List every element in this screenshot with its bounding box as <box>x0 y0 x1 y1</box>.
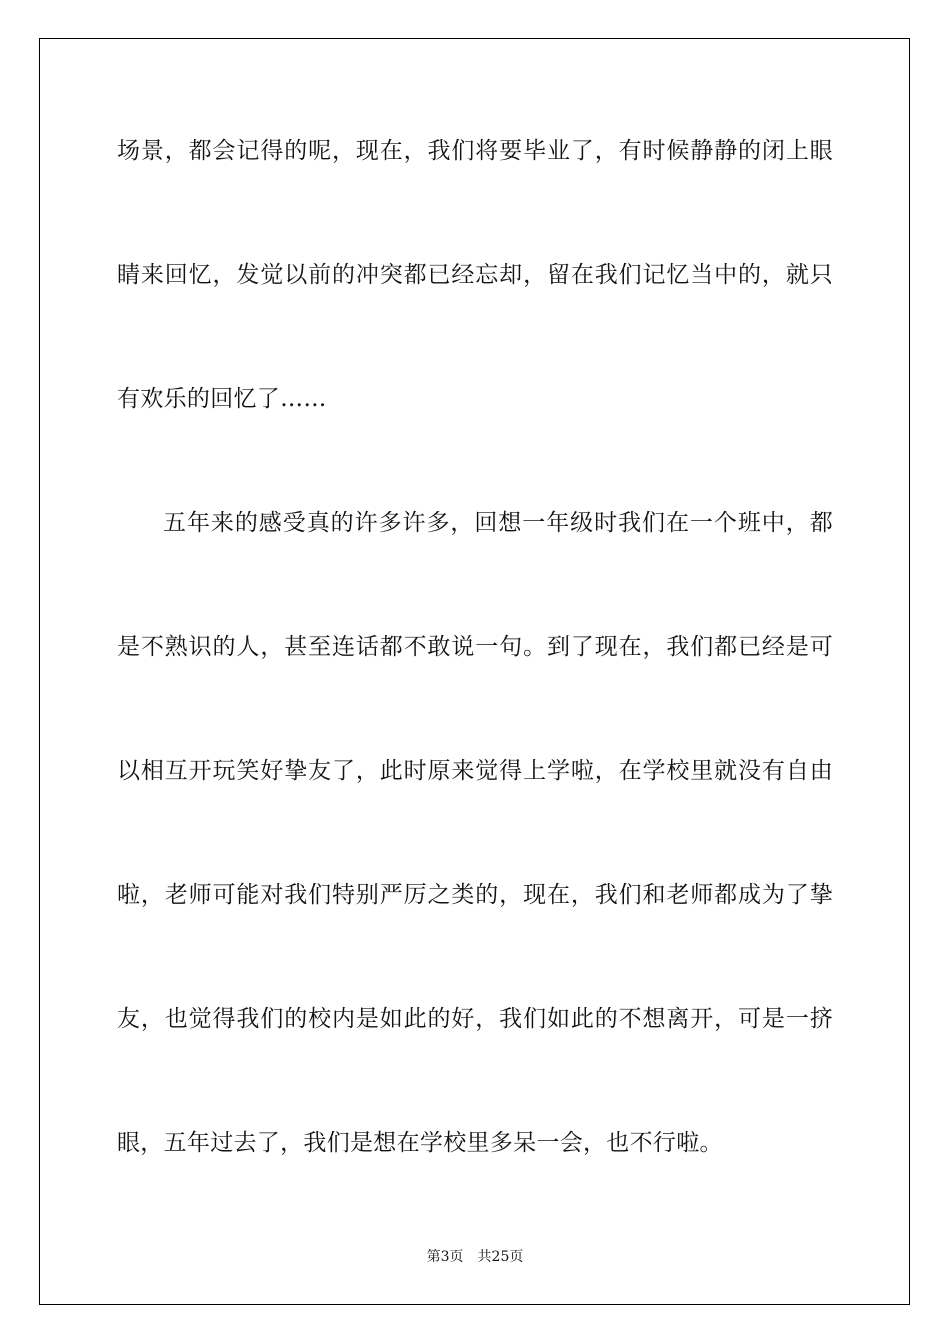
page-footer <box>0 1248 950 1266</box>
paragraph-line: 场景，都会记得的呢，现在，我们将要毕业了，有时候静静的闭上眼 <box>117 138 833 164</box>
paragraph-line: 是不熟识的人，甚至连话都不敢说一句。到了现在，我们都已经是可 <box>117 634 833 660</box>
paragraph-line: 眼，五年过去了，我们是想在学校里多呆一会，也不行啦。 <box>117 1130 723 1156</box>
paragraph-line: 有欢乐的回忆了…… <box>117 386 327 412</box>
paragraph-line: 啦，老师可能对我们特别严厉之类的，现在，我们和老师都成为了挚 <box>117 882 833 908</box>
page-border <box>39 38 910 1305</box>
paragraph-line: 友，也觉得我们的校内是如此的好，我们如此的不想离开，可是一挤 <box>117 1006 833 1032</box>
paragraph-line: 睛来回忆，发觉以前的冲突都已经忘却，留在我们记忆当中的，就只 <box>117 262 833 288</box>
page-number: 第3页 <box>426 1249 464 1265</box>
paragraph-first-line: 五年来的感受真的许多许多，回想一年级时我们在一个班中，都 <box>163 510 833 536</box>
page-total: 共25页 <box>477 1249 524 1265</box>
paragraph-line: 以相互开玩笑好挚友了，此时原来觉得上学啦，在学校里就没有自由 <box>117 758 833 784</box>
